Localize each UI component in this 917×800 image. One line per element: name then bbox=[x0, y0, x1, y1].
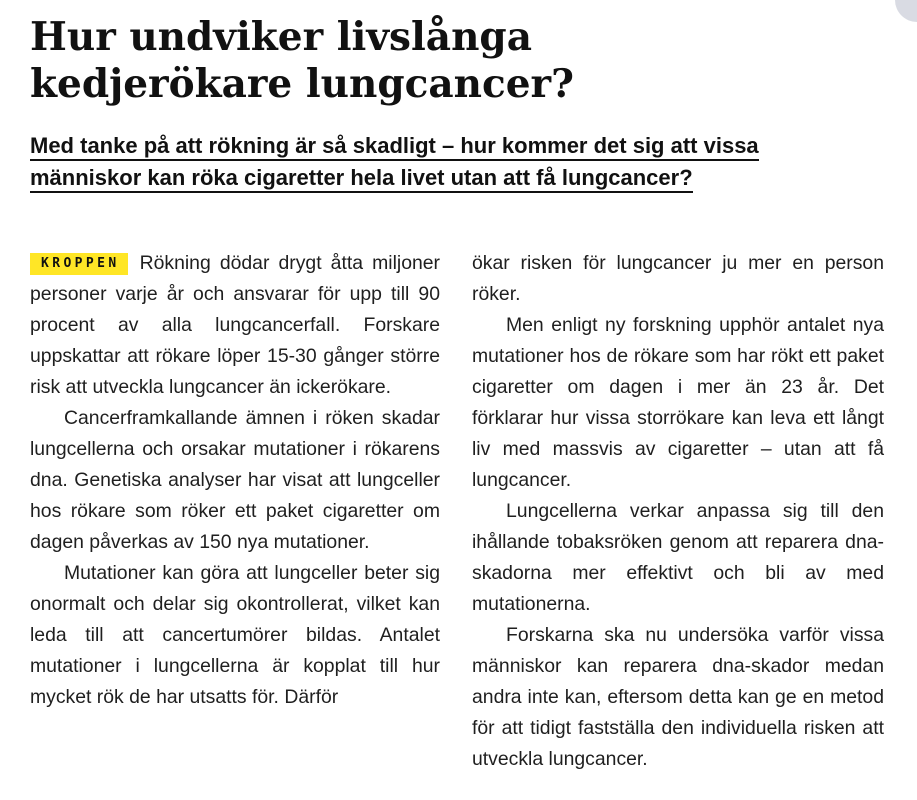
article-subtitle bbox=[30, 130, 890, 194]
section-tag: KROPPEN bbox=[30, 253, 128, 275]
subtitle-line-1: Med tanke på att rökning är så skadligt – hur kommer det sig att vissa bbox=[30, 133, 759, 161]
paragraph: Mutationer kan göra att lungceller beter sig onormalt och delar sig okontrollerat, vilket kan leda till att cancertumörer bildas. Antalet mutationer i lungcellerna är kopplat till hur mycket rök de har utsatts för. Därför bbox=[30, 562, 440, 708]
paragraph-text: Rökning dödar drygt åtta miljoner personer varje år och ansvarar för upp till 90 procent av alla lungcancerfall. Forskare uppskattar att rökare löper 15-30 gånger större risk att utveckla lungcancer än ickerökare. bbox=[30, 252, 440, 398]
subtitle-line-2: människor kan röka cigaretter hela livet utan att få lungcancer? bbox=[30, 165, 693, 193]
article-column-right bbox=[472, 248, 884, 775]
paragraph: Forskarna ska nu undersöka varför vissa människor kan reparera dna-skador medan andra inte kan, eftersom detta kan ge en metod för att tidigt fastställa den individuella risken att utveckla lungcancer. bbox=[472, 624, 884, 770]
paragraph: Men enligt ny forskning upphör antalet nya mutationer hos de rökare som har rökt ett paket cigaretter om dagen i mer än 23 år. Det förklarar hur vissa storrökare kan leva ett långt liv med massvis av cigaretter – utan att få lungcancer. bbox=[472, 314, 884, 491]
article-title bbox=[30, 14, 890, 108]
paragraph: Lungcellerna verkar anpassa sig till den ihållande tobaksröken genom att reparera dna-skadorna mer effektivt och bli av med mutationerna. bbox=[472, 500, 884, 615]
article-column-left bbox=[30, 248, 440, 713]
corner-shape bbox=[895, 0, 917, 22]
paragraph bbox=[30, 248, 440, 403]
title-line-2: kedjerökare lungcancer? bbox=[30, 61, 574, 107]
paragraph: Cancerframkallande ämnen i röken skadar lungcellerna och orsakar mutationer i rökarens dna. Genetiska analyser har visat att lungceller hos rökare som röker ett paket cigaretter om dagen påverkas av 150 nya mutationer. bbox=[30, 407, 440, 553]
title-line-1: Hur undviker livslånga bbox=[30, 14, 532, 60]
paragraph: ökar risken för lungcancer ju mer en person röker. bbox=[472, 252, 884, 305]
